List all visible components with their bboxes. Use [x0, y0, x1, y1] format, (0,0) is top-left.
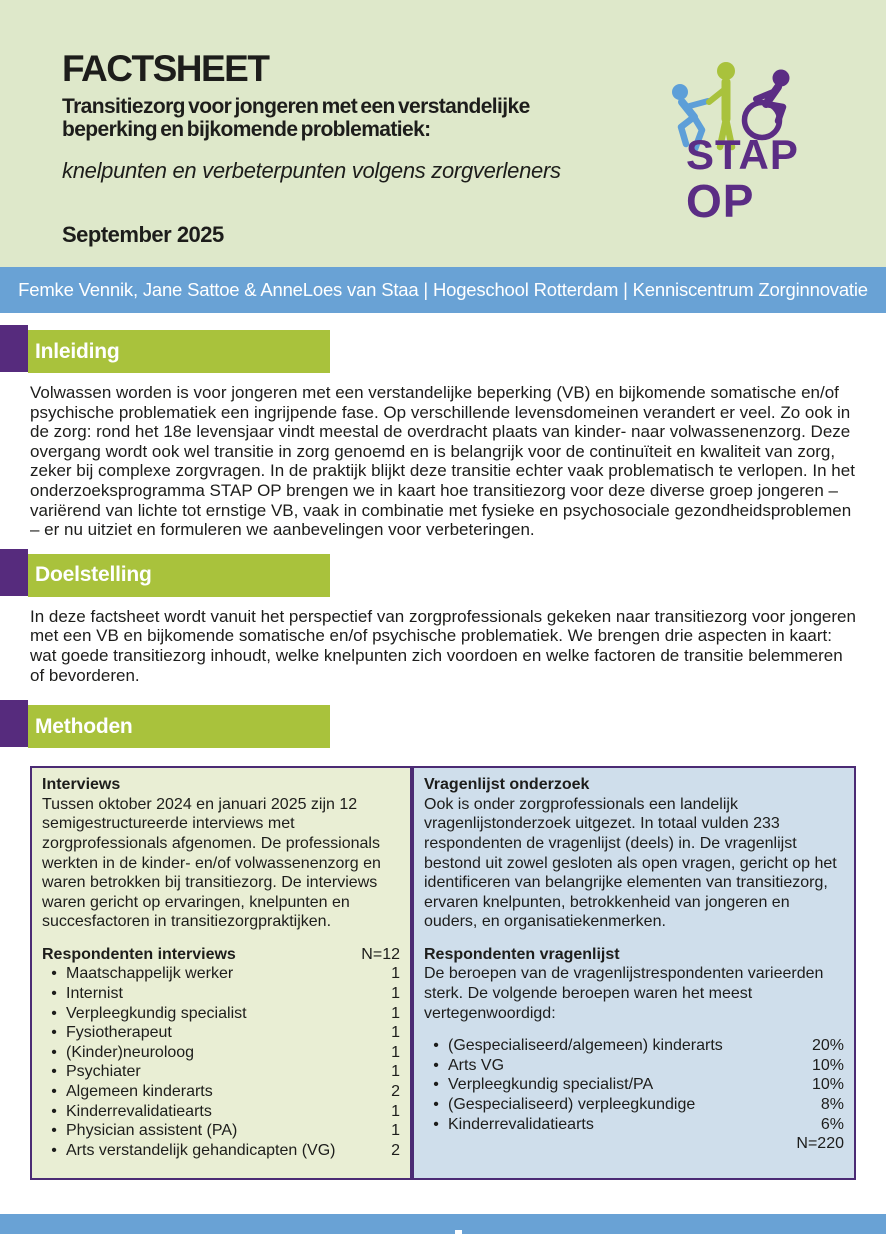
item-value: 2 — [391, 1083, 400, 1101]
section-header-inleiding — [0, 325, 886, 373]
section-header-doelstelling — [0, 549, 886, 597]
section-title-bar — [28, 330, 330, 373]
inleiding-paragraph: Volwassen worden is voor jongeren met een verstandelijke beperking (VB) en bijkomende somatische en/of psychische problematiek een ingrijpende fase. Op verschillende levensdomeinen verandert er veel. Zo ook in de zorg: rond het 18e levensjaar vindt meestal de overdracht plaats van kinder- naar volwassenenzorg. Deze overgang wordt ook wel transitie in zorg genoemd en is belangrijk voor de continuïteit en kwaliteit van zorg, zeker bij complexe zorgvragen. In de praktijk blijkt deze transitie echter vaak problematisch te verlopen. In het onderzoeksprogramma STAP OP brengen we in kaart hoe transitiezorg voor deze diverse groep jongeren – variërend van lichte tot ernstige VB, vaak in combinatie met fysieke en psychosociale gezondheidsproblemen – er nu uitziet en formuleren we aanbevelingen voor verbeteringen. — [30, 383, 855, 540]
item-label: Fysiotherapeut — [66, 1024, 172, 1042]
section-title-inleiding: Inleiding — [35, 339, 120, 363]
list-item — [42, 1141, 400, 1161]
item-value: 6% — [820, 1115, 844, 1133]
header-text-block — [62, 50, 622, 248]
bullet-icon: • — [433, 1056, 439, 1074]
section-title-bar — [28, 705, 330, 748]
list-item — [42, 1062, 400, 1082]
survey-box — [412, 766, 856, 1180]
survey-respondent-list — [424, 1036, 844, 1134]
page-subtitle-italic: knelpunten en verbeterpunten volgens zorgverleners — [62, 157, 561, 183]
interviews-respondent-list — [42, 964, 400, 1160]
page-title: FACTSHEET — [62, 48, 269, 89]
bullet-icon: • — [51, 1004, 57, 1022]
survey-respondents-title: Respondenten vragenlijst — [424, 945, 620, 963]
item-label: Maatschappelijk werker — [66, 965, 234, 983]
section-title-bar — [28, 554, 330, 597]
item-label: Algemeen kinderarts — [66, 1083, 213, 1101]
item-label: Physician assistent (PA) — [66, 1122, 238, 1140]
list-item — [424, 1115, 844, 1135]
bullet-icon: • — [51, 985, 57, 1003]
author-credits: Femke Vennik, Jane Sattoe & AnneLoes van Staa | Hogeschool Rotterdam | Kenniscentrum Zorginnovatie — [18, 279, 868, 300]
author-bar — [0, 267, 886, 313]
bullet-icon: • — [51, 1063, 57, 1081]
item-value: 1 — [391, 1024, 400, 1042]
bullet-icon: • — [51, 965, 57, 983]
bullet-icon: • — [433, 1115, 439, 1133]
list-item — [42, 984, 400, 1004]
item-value: 1 — [391, 985, 400, 1003]
interviews-box-title: Interviews — [42, 776, 121, 794]
survey-box-title: Vragenlijst onderzoek — [424, 776, 590, 794]
footer-bar — [0, 1214, 886, 1234]
section-title-doelstelling: Doelstelling — [35, 563, 152, 587]
item-value: 8% — [820, 1096, 844, 1114]
interviews-respondents-title: Respondenten interviews — [42, 945, 236, 963]
item-value: 20% — [811, 1037, 844, 1055]
item-value: 10% — [811, 1076, 844, 1094]
survey-total: N=220 — [796, 1135, 844, 1153]
section-title-methoden: Methoden — [35, 714, 133, 738]
bullet-icon: • — [51, 1141, 57, 1159]
section-header-methoden — [0, 700, 886, 748]
list-item — [42, 1023, 400, 1043]
stap-op-logo-figures-icon — [660, 56, 826, 238]
publication-date: September 2025 — [62, 221, 224, 247]
page-subtitle: Transitiezorg voor jongeren met een verstandelijke beperking en bijkomende problematiek: — [62, 94, 530, 141]
doelstelling-paragraph: In deze factsheet wordt vanuit het perspectief van zorgprofessionals gekeken naar transitiezorg voor jongeren met een VB en bijkomende somatische en/of psychische problematiek. We brengen drie aspecten in kaart: wat goede transitiezorg inhoudt, welke knelpunten zich voordoen en welke factoren de transitie belemmeren of bevorderen. — [30, 606, 856, 685]
interviews-box-body: Tussen oktober 2024 en januari 2025 zijn 12 semigestructureerde interviews met zorgprofessionals afgenomen. De professionals werkten in de kinder- en/of volwassenenzorg en waren betrokken bij transitiezorg. De interviews waren gericht op ervaringen, knelpunten en succesfactoren in transitiezorgpraktijken. — [42, 795, 381, 931]
item-value: 1 — [391, 1004, 400, 1022]
survey-box-body: Ook is onder zorgprofessionals een landelijk vragenlijstonderzoek uitgezet. In totaal vulden 233 respondenten de vragenlijst (deels) in. De vragenlijst bestond uit zowel gesloten als open vragen, gericht op het identificeren van belangrijke elementen van transitiezorg, ervaren knelpunten, betrokkenheid van jongeren en ouders, en organisatiekenmerken. — [424, 795, 837, 931]
list-item — [424, 1075, 844, 1095]
item-value: 10% — [811, 1056, 844, 1074]
section-accent-block — [0, 549, 28, 596]
header-banner — [0, 0, 886, 267]
interviews-box — [30, 766, 412, 1180]
bullet-icon: • — [51, 1024, 57, 1042]
survey-respondents-intro: De beroepen van de vragenlijstrespondenten varieerden sterk. De volgende beroepen waren het meest vertegenwoordigd: — [424, 965, 824, 1022]
stap-op-logo — [660, 56, 826, 238]
bullet-icon: • — [433, 1037, 439, 1055]
list-item — [42, 964, 400, 984]
bullet-icon: • — [51, 1083, 57, 1101]
item-label: (Kinder)neuroloog — [66, 1043, 195, 1061]
item-label: Kinderrevalidatiearts — [448, 1115, 594, 1133]
bullet-icon: • — [51, 1122, 57, 1140]
survey-respondents-header — [424, 945, 844, 965]
item-value: 1 — [391, 1122, 400, 1140]
logo-text-stap: STAP — [686, 131, 799, 178]
item-value: 1 — [391, 1043, 400, 1061]
bullet-icon: • — [433, 1076, 439, 1094]
bullet-icon: • — [51, 1043, 57, 1061]
list-item — [42, 1102, 400, 1122]
item-label: Verpleegkundig specialist — [66, 1004, 247, 1022]
list-item — [42, 1121, 400, 1141]
list-item — [424, 1095, 844, 1115]
bullet-icon: • — [51, 1102, 57, 1120]
list-item — [424, 1056, 844, 1076]
item-value: 1 — [391, 965, 400, 983]
item-label: Arts verstandelijk gehandicapten (VG) — [66, 1141, 336, 1159]
section-accent-block — [0, 325, 28, 372]
list-item — [424, 1036, 844, 1056]
item-label: Psychiater — [66, 1063, 141, 1081]
item-label: Kinderrevalidatiearts — [66, 1102, 212, 1120]
item-label: Arts VG — [448, 1056, 505, 1074]
page-number-partial — [455, 1230, 462, 1234]
list-item — [42, 1082, 400, 1102]
logo-text-op: OP — [686, 175, 755, 227]
interviews-respondents-header — [42, 945, 400, 965]
interviews-respondents-total: N=12 — [361, 945, 400, 963]
item-label: (Gespecialiseerd/algemeen) kinderarts — [448, 1037, 723, 1055]
section-accent-block — [0, 700, 28, 747]
list-item — [42, 1004, 400, 1024]
item-label: Internist — [66, 985, 123, 1003]
item-label: Verpleegkundig specialist/PA — [448, 1076, 654, 1094]
item-value: 2 — [391, 1141, 400, 1159]
method-boxes — [30, 766, 856, 1180]
bullet-icon: • — [433, 1096, 439, 1114]
item-value: 1 — [391, 1102, 400, 1120]
item-value: 1 — [391, 1063, 400, 1081]
list-item — [42, 1043, 400, 1063]
item-label: (Gespecialiseerd) verpleegkundige — [448, 1096, 696, 1114]
